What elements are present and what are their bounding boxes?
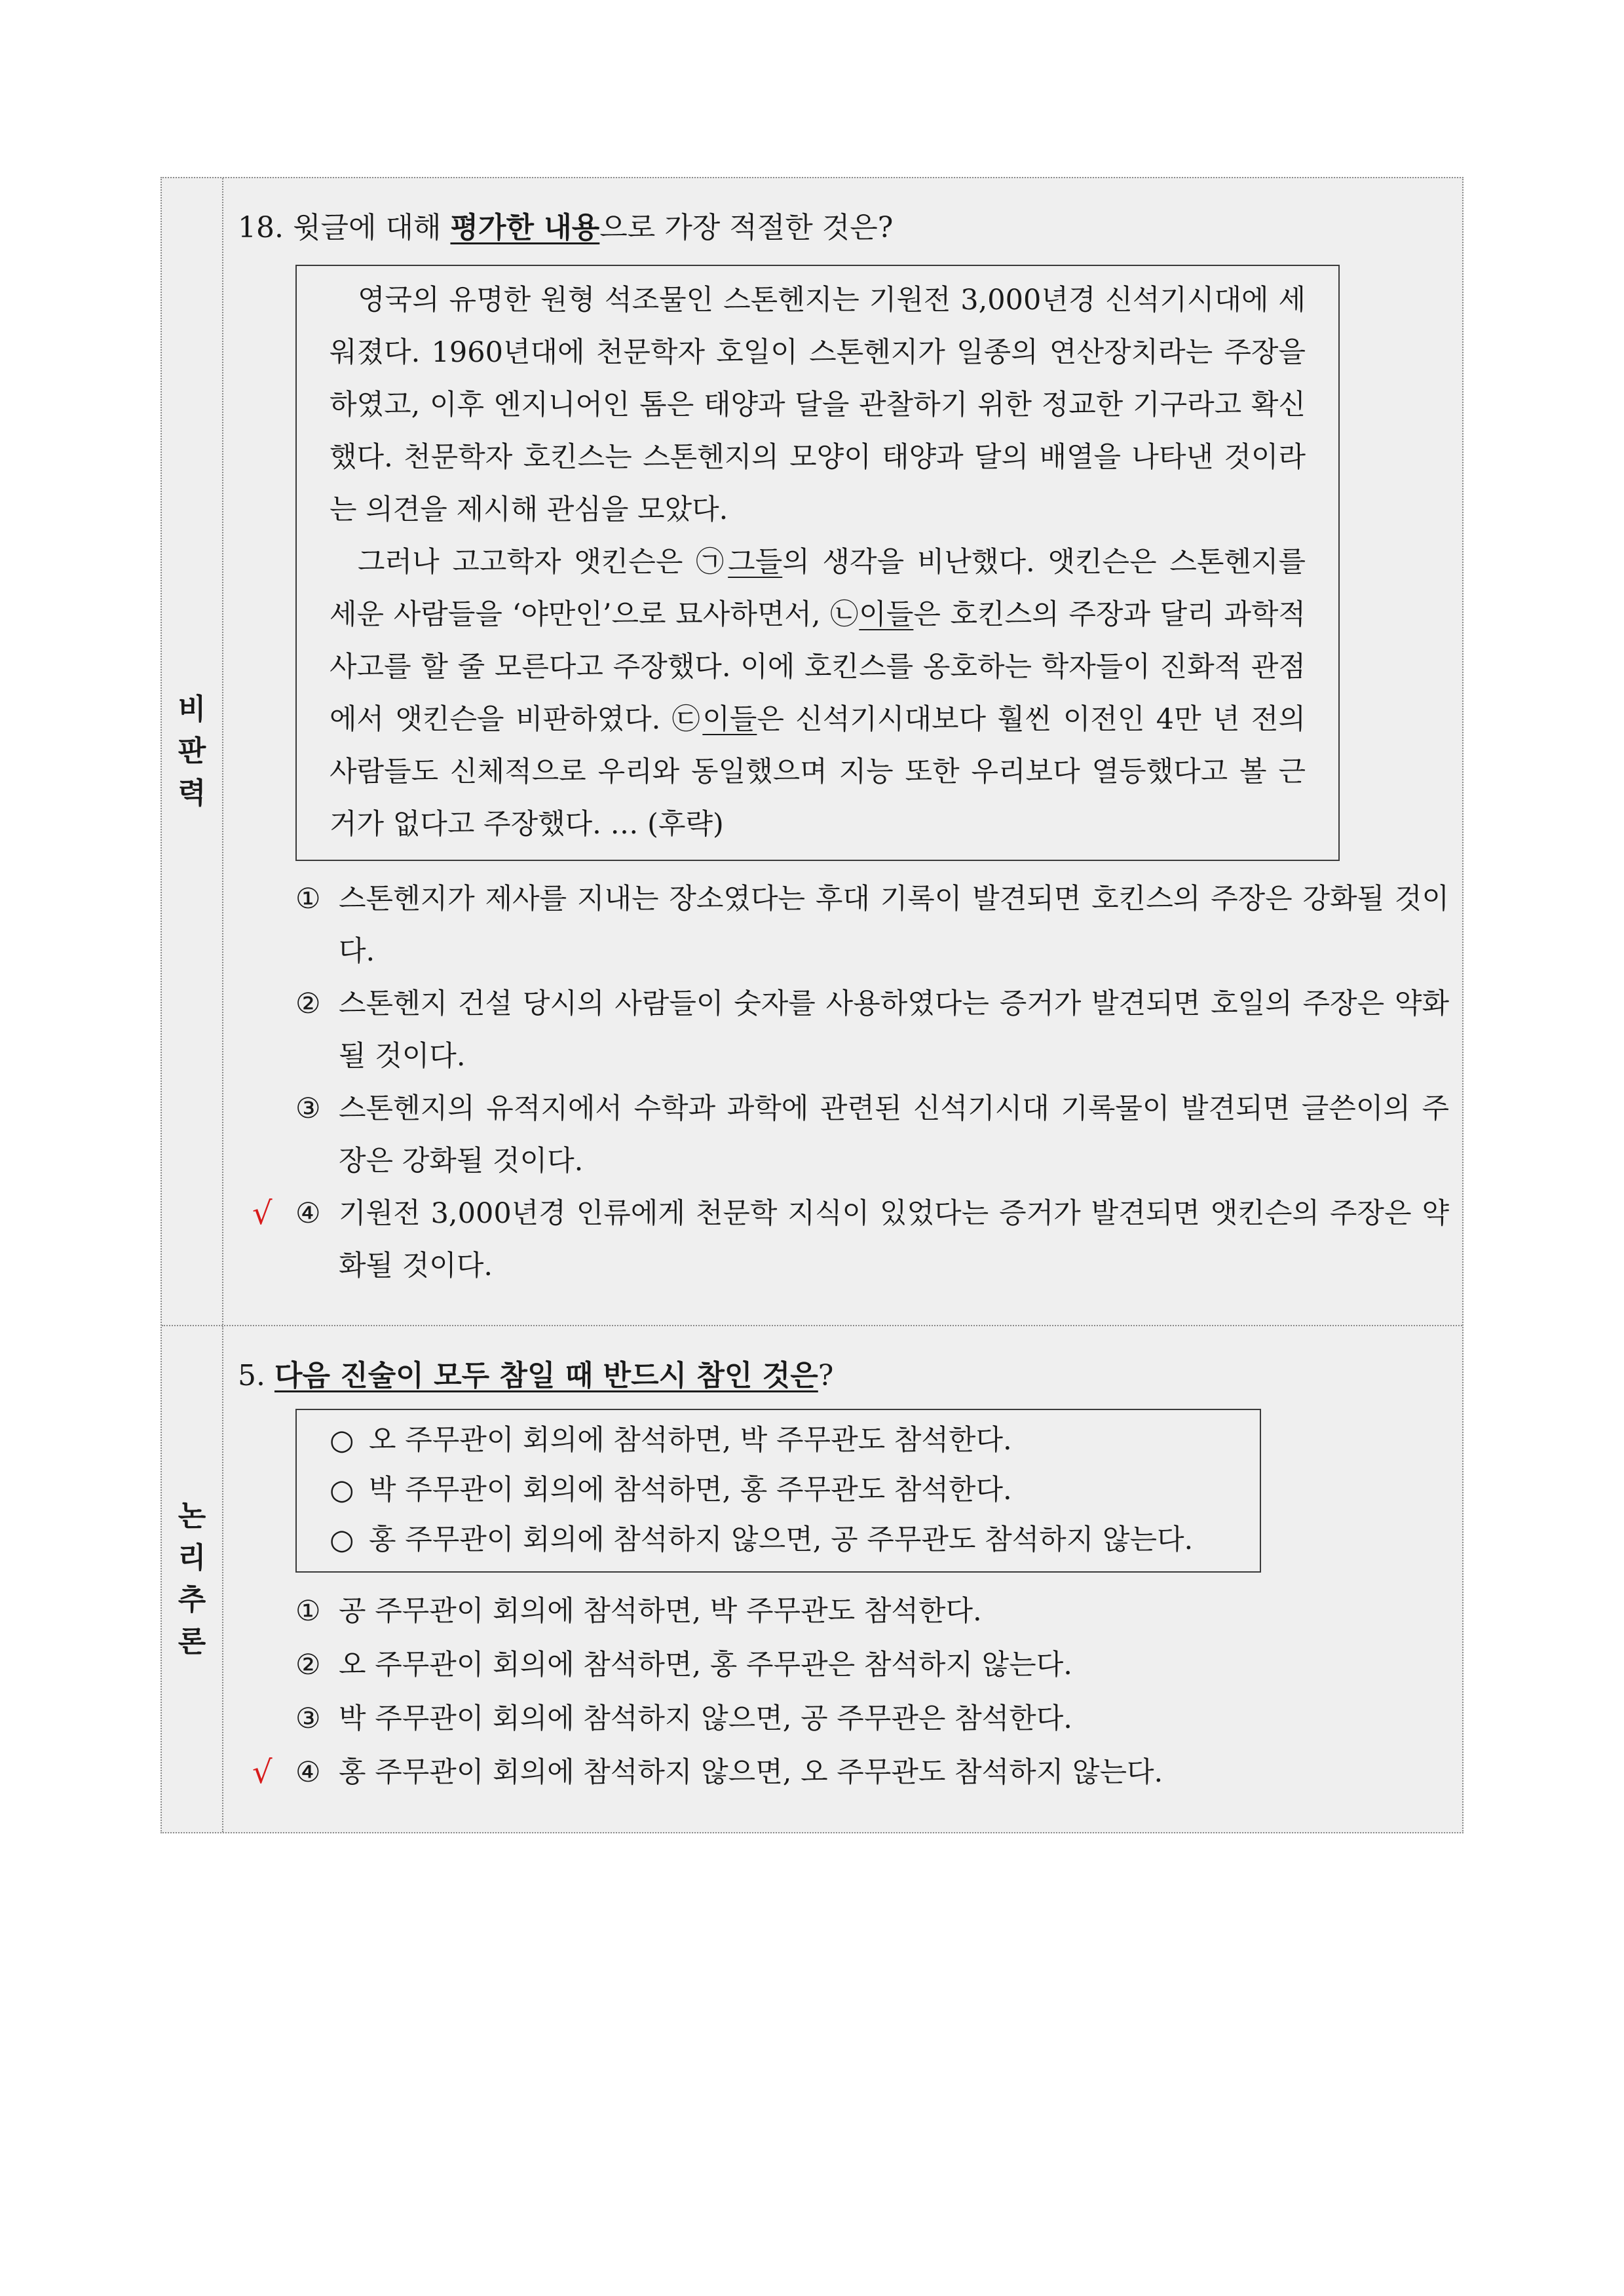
choice-number: ④ <box>295 1197 321 1230</box>
choice-text: 스톤헨지 건설 당시의 사람들이 숫자를 사용하였다는 증거가 발견되면 호일의 주장은 약화될 것이다. <box>339 987 1449 1073</box>
category-label <box>178 689 206 814</box>
underlined-reference: 이들 <box>859 598 914 631</box>
statement <box>330 1515 1227 1565</box>
choice-text: 박 주무관이 회의에 참석하지 않으면, 공 주무관은 참석한다. <box>339 1702 1072 1735</box>
choice-number: ④ <box>295 1756 321 1789</box>
question-content <box>223 178 1462 1325</box>
choice-text: 공 주무관이 회의에 참석하면, 박 주무관도 참석한다. <box>339 1595 982 1628</box>
statement-text: 홍 주무관이 회의에 참석하지 않으면, 공 주무관도 참석하지 않는다. <box>369 1523 1194 1556</box>
reading-passage <box>295 265 1340 861</box>
title-prefix: 18. 윗글에 대해 <box>238 211 451 244</box>
category-char: 리 <box>178 1541 206 1575</box>
title-prefix: 5. <box>238 1359 274 1392</box>
choice-number: ③ <box>295 1702 321 1735</box>
title-emphasis: 다음 진술이 모두 참일 때 반드시 참인 것은 <box>274 1359 818 1392</box>
category-char: 추 <box>178 1583 206 1617</box>
answer-choices <box>238 873 1449 1292</box>
choice-text: 오 주무관이 회의에 참석하면, 홍 주무관은 참석하지 않는다. <box>339 1649 1072 1681</box>
question-title <box>238 210 1449 246</box>
answer-choice[interactable] <box>238 1638 1449 1692</box>
question-row-18 <box>162 178 1462 1325</box>
choice-text: 스톤헨지가 제사를 지내는 장소였다는 후대 기록이 발견되면 호킨스의 주장은 강화될 것이다. <box>339 883 1449 968</box>
category-char: 판 <box>178 735 206 768</box>
category-char: 비 <box>178 693 206 726</box>
statement-text: 오 주무관이 회의에 참석하면, 박 주무관도 참석한다. <box>369 1424 1012 1457</box>
passage-paragraph: 영국의 유명한 원형 석조물인 스톤헨지는 기원전 3,000년경 신석기시대에 세워졌다. 1960년대에 천문학자 호일이 스톤헨지가 일종의 연산장치라는 주장을 하였고, 이후 엔지니어인 톰은 태양과 달을 관찰하기 위한 정교한 기구라고 확신했다. 천문학자 호킨스는 스톤헨지의 모양이 태양과 달의 배열을 나타낸 것이라는 의견을 제시해 관심을 모았다. <box>330 284 1306 526</box>
choice-number: ③ <box>295 1092 321 1125</box>
circled-mark-3: ㉢ <box>671 703 703 736</box>
checkmark-icon: √ <box>252 1754 273 1791</box>
bullet-circle-icon: ○ <box>330 1424 354 1457</box>
choice-text: 스톤헨지의 유적지에서 수학과 과학에 관련된 신석기시대 기록물이 발견되면 글쓴이의 주장은 강화될 것이다. <box>339 1092 1449 1177</box>
choice-number: ② <box>295 987 321 1020</box>
category-char: 논 <box>178 1499 206 1533</box>
answer-choice[interactable] <box>238 1584 1449 1638</box>
answer-choice-correct[interactable] <box>238 1746 1449 1799</box>
checkmark-icon: √ <box>252 1195 273 1232</box>
question-table <box>161 177 1463 1833</box>
text-segment: 그러나 고고학자 앳킨슨은 <box>358 546 696 579</box>
category-cell <box>162 178 223 1325</box>
circled-mark-1: ㉠ <box>696 546 728 579</box>
category-char: 력 <box>178 776 206 810</box>
bullet-circle-icon: ○ <box>330 1523 354 1556</box>
question-row-5 <box>162 1325 1462 1832</box>
circled-mark-2: ㉡ <box>830 598 859 631</box>
answer-choices <box>238 1584 1449 1799</box>
text-segment: 은 호킨스의 주장과 달리 과학적 사고를 할 줄 모른다고 주장했다. 이에 호킨스를 옹호하는 학자들이 진화적 관점에서 앳킨슨을 비판하였다. <box>330 598 1306 736</box>
title-emphasis: 평가한 내용 <box>450 211 600 244</box>
statement-text: 박 주무관이 회의에 참석하면, 홍 주무관도 참석한다. <box>369 1474 1012 1506</box>
statement <box>330 1465 1227 1515</box>
answer-choice-correct[interactable] <box>238 1187 1449 1292</box>
choice-number: ① <box>295 883 321 915</box>
title-suffix: ? <box>818 1359 834 1392</box>
answer-choice[interactable] <box>238 978 1449 1082</box>
question-content <box>223 1326 1462 1832</box>
underlined-reference: 그들 <box>728 546 783 579</box>
category-cell <box>162 1326 223 1832</box>
choice-number: ① <box>295 1595 321 1628</box>
passage-paragraph <box>330 536 1306 851</box>
bullet-circle-icon: ○ <box>330 1474 354 1506</box>
underlined-reference: 이들 <box>702 703 757 736</box>
question-title <box>238 1358 1449 1394</box>
category-label <box>178 1495 206 1663</box>
choice-number: ② <box>295 1649 321 1681</box>
title-suffix: 으로 가장 적절한 것은? <box>599 211 894 244</box>
answer-choice[interactable] <box>238 1082 1449 1187</box>
answer-choice[interactable] <box>238 1692 1449 1746</box>
statements-box <box>295 1409 1261 1573</box>
choice-text: 홍 주무관이 회의에 참석하지 않으면, 오 주무관도 참석하지 않는다. <box>339 1756 1163 1789</box>
text-segment: 의 생각을 비난했다. 앳킨슨은 스톤헨지를 세운 사람들을 ‘야만인’으로 묘사하면서, <box>330 546 1306 631</box>
category-char: 론 <box>178 1625 206 1658</box>
statement <box>330 1415 1227 1465</box>
choice-text: 기원전 3,000년경 인류에게 천문학 지식이 있었다는 증거가 발견되면 앳킨슨의 주장은 약화될 것이다. <box>339 1197 1449 1282</box>
answer-choice[interactable] <box>238 873 1449 978</box>
text-segment: 은 신석기시대보다 훨씬 이전인 4만 년 전의 사람들도 신체적으로 우리와 동일했으며 지능 또한 우리보다 열등했다고 볼 근거가 없다고 주장했다. … (후략) <box>330 703 1306 841</box>
